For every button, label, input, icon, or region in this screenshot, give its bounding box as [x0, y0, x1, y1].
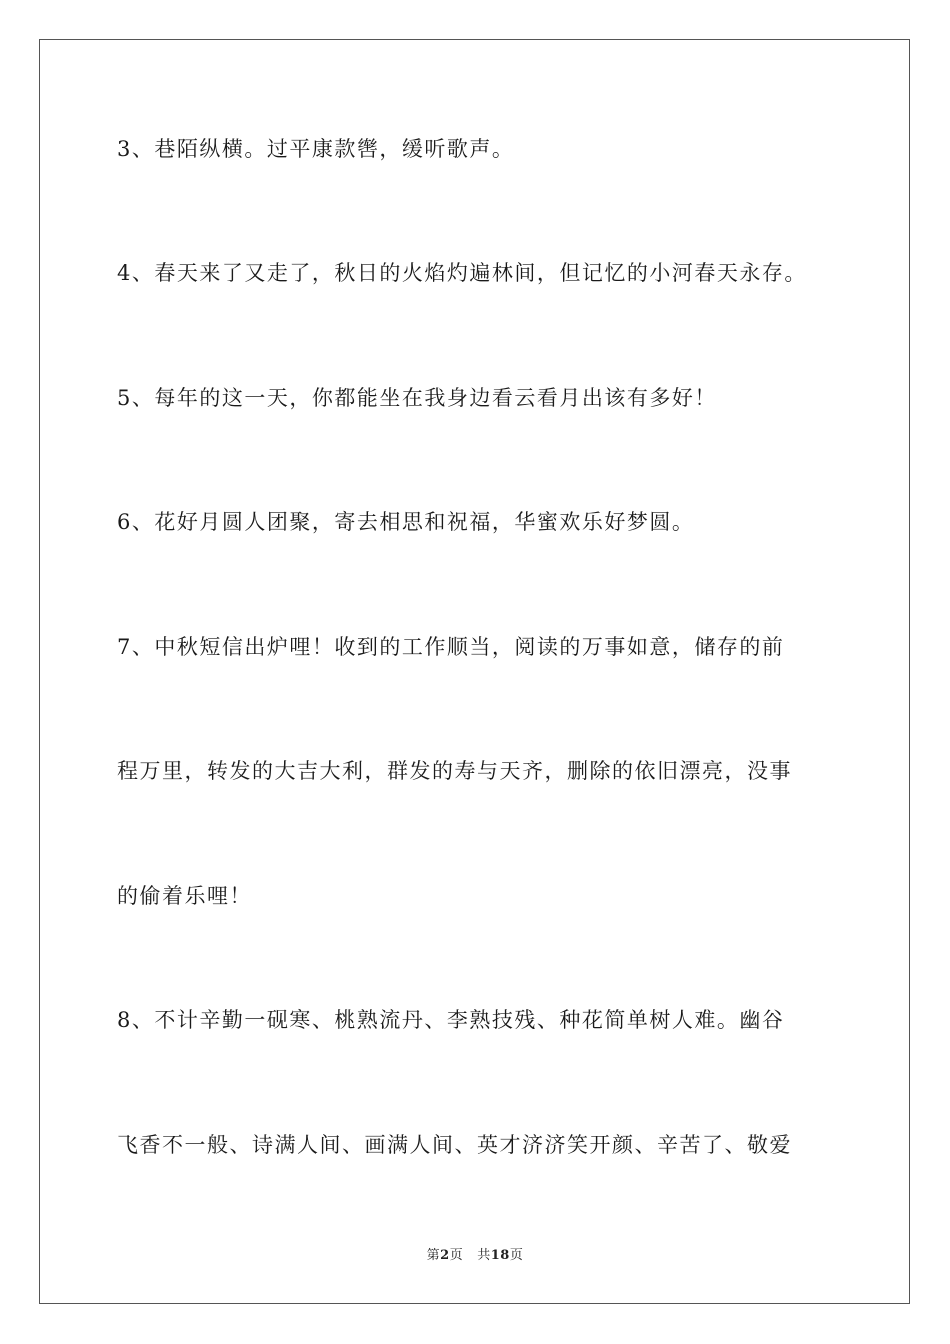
- footer-total-pages: 18: [490, 1248, 510, 1263]
- page-footer: [0, 1248, 950, 1264]
- footer-total-suffix: 页: [509, 1248, 524, 1263]
- text-line-1: 3、巷陌纵横。过平康款辔，缓听歌声。: [117, 137, 515, 161]
- text-line-5: 7、中秋短信出炉哩！收到的工作顺当，阅读的万事如意，储存的前: [117, 635, 785, 659]
- text-line-2: 4、春天来了又走了，秋日的火焰灼遍林间，但记忆的小河春天永存。: [117, 261, 807, 285]
- footer-total-prefix: 共: [477, 1248, 491, 1263]
- page-border: [39, 39, 910, 1304]
- footer-page-number: 2: [440, 1248, 450, 1263]
- text-line-8: 8、不计辛勤一砚寒、桃熟流丹、李熟技残、种花简单树人难。幽谷: [117, 1008, 785, 1032]
- footer-page-prefix: 第: [426, 1248, 441, 1263]
- text-line-9: 飞香不一般、诗满人间、画满人间、英才济济笑开颜、辛苦了、敬爱: [117, 1133, 792, 1157]
- text-line-4: 6、花好月圆人团聚，寄去相思和祝福，华蜜欢乐好梦圆。: [117, 510, 695, 534]
- text-line-7: 的偷着乐哩！: [117, 884, 252, 908]
- footer-page-suffix: 页: [449, 1248, 464, 1263]
- text-line-6: 程万里，转发的大吉大利，群发的寿与天齐，删除的依旧漂亮，没事: [117, 759, 792, 783]
- text-line-3: 5、每年的这一天，你都能坐在我身边看云看月出该有多好！: [117, 386, 717, 410]
